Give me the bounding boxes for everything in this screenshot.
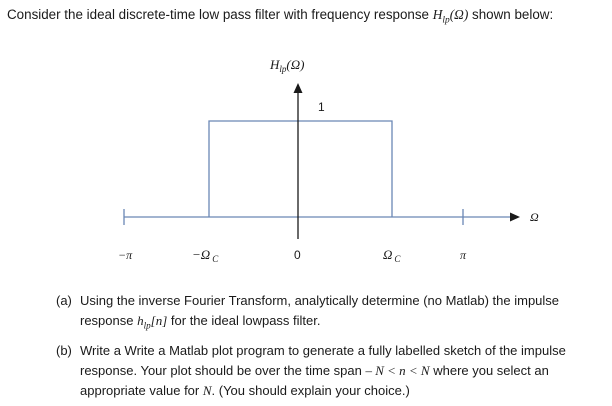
tick-label-zero: 0 <box>294 248 301 262</box>
tick-label-minus-pi: −π <box>118 248 133 262</box>
impulse-response-symbol: $h_{lp}[n]$ <box>137 313 168 331</box>
question-a-line1: Using the inverse Fourier Transform, analytically determine (no Matlab) the impulse <box>80 293 560 308</box>
question-b: (b) Write a Write a Matlab plot program to generate a fully labelled sketch of the impulse response. Your plot should be over the time span – N < n < N where you select an appropriate value for N. (You should explain your choice.) <box>56 343 566 398</box>
y-axis-arrow <box>294 83 303 93</box>
question-a-tag: (a) <box>56 293 72 308</box>
x-axis-label: Ω <box>530 210 539 224</box>
y-axis-label: $H_{lp}(\Omega)$ <box>270 57 305 74</box>
tick-label-minus-omega-c: −Ω $_C$ <box>192 247 219 264</box>
n-symbol: N <box>202 383 212 398</box>
frequency-response-symbol: $H_{lp}(\Omega)$ <box>432 7 469 26</box>
outro-text: shown below: <box>468 7 554 22</box>
intro-text: Consider the ideal discrete-time low pass filter with frequency response <box>7 7 433 22</box>
tick-label-pi: π <box>460 248 467 262</box>
tick-label-omega-c: Ω $_C$ <box>383 247 401 264</box>
question-b-tag: (b) <box>56 343 72 358</box>
x-axis-arrow <box>510 213 520 222</box>
time-span-expression: – N < n < N <box>365 363 430 378</box>
question-a: (a) Using the inverse Fourier Transform, analytically determine (no Matlab) the impulse response $h_{lp}[n]$ for the ideal lowpass filter. <box>56 293 560 331</box>
question-b-line1: Write a Write a Matlab plot program to generate a fully labelled sketch of the impulse <box>80 343 566 358</box>
amplitude-label: 1 <box>318 100 325 114</box>
passband-rectangle <box>209 121 392 217</box>
